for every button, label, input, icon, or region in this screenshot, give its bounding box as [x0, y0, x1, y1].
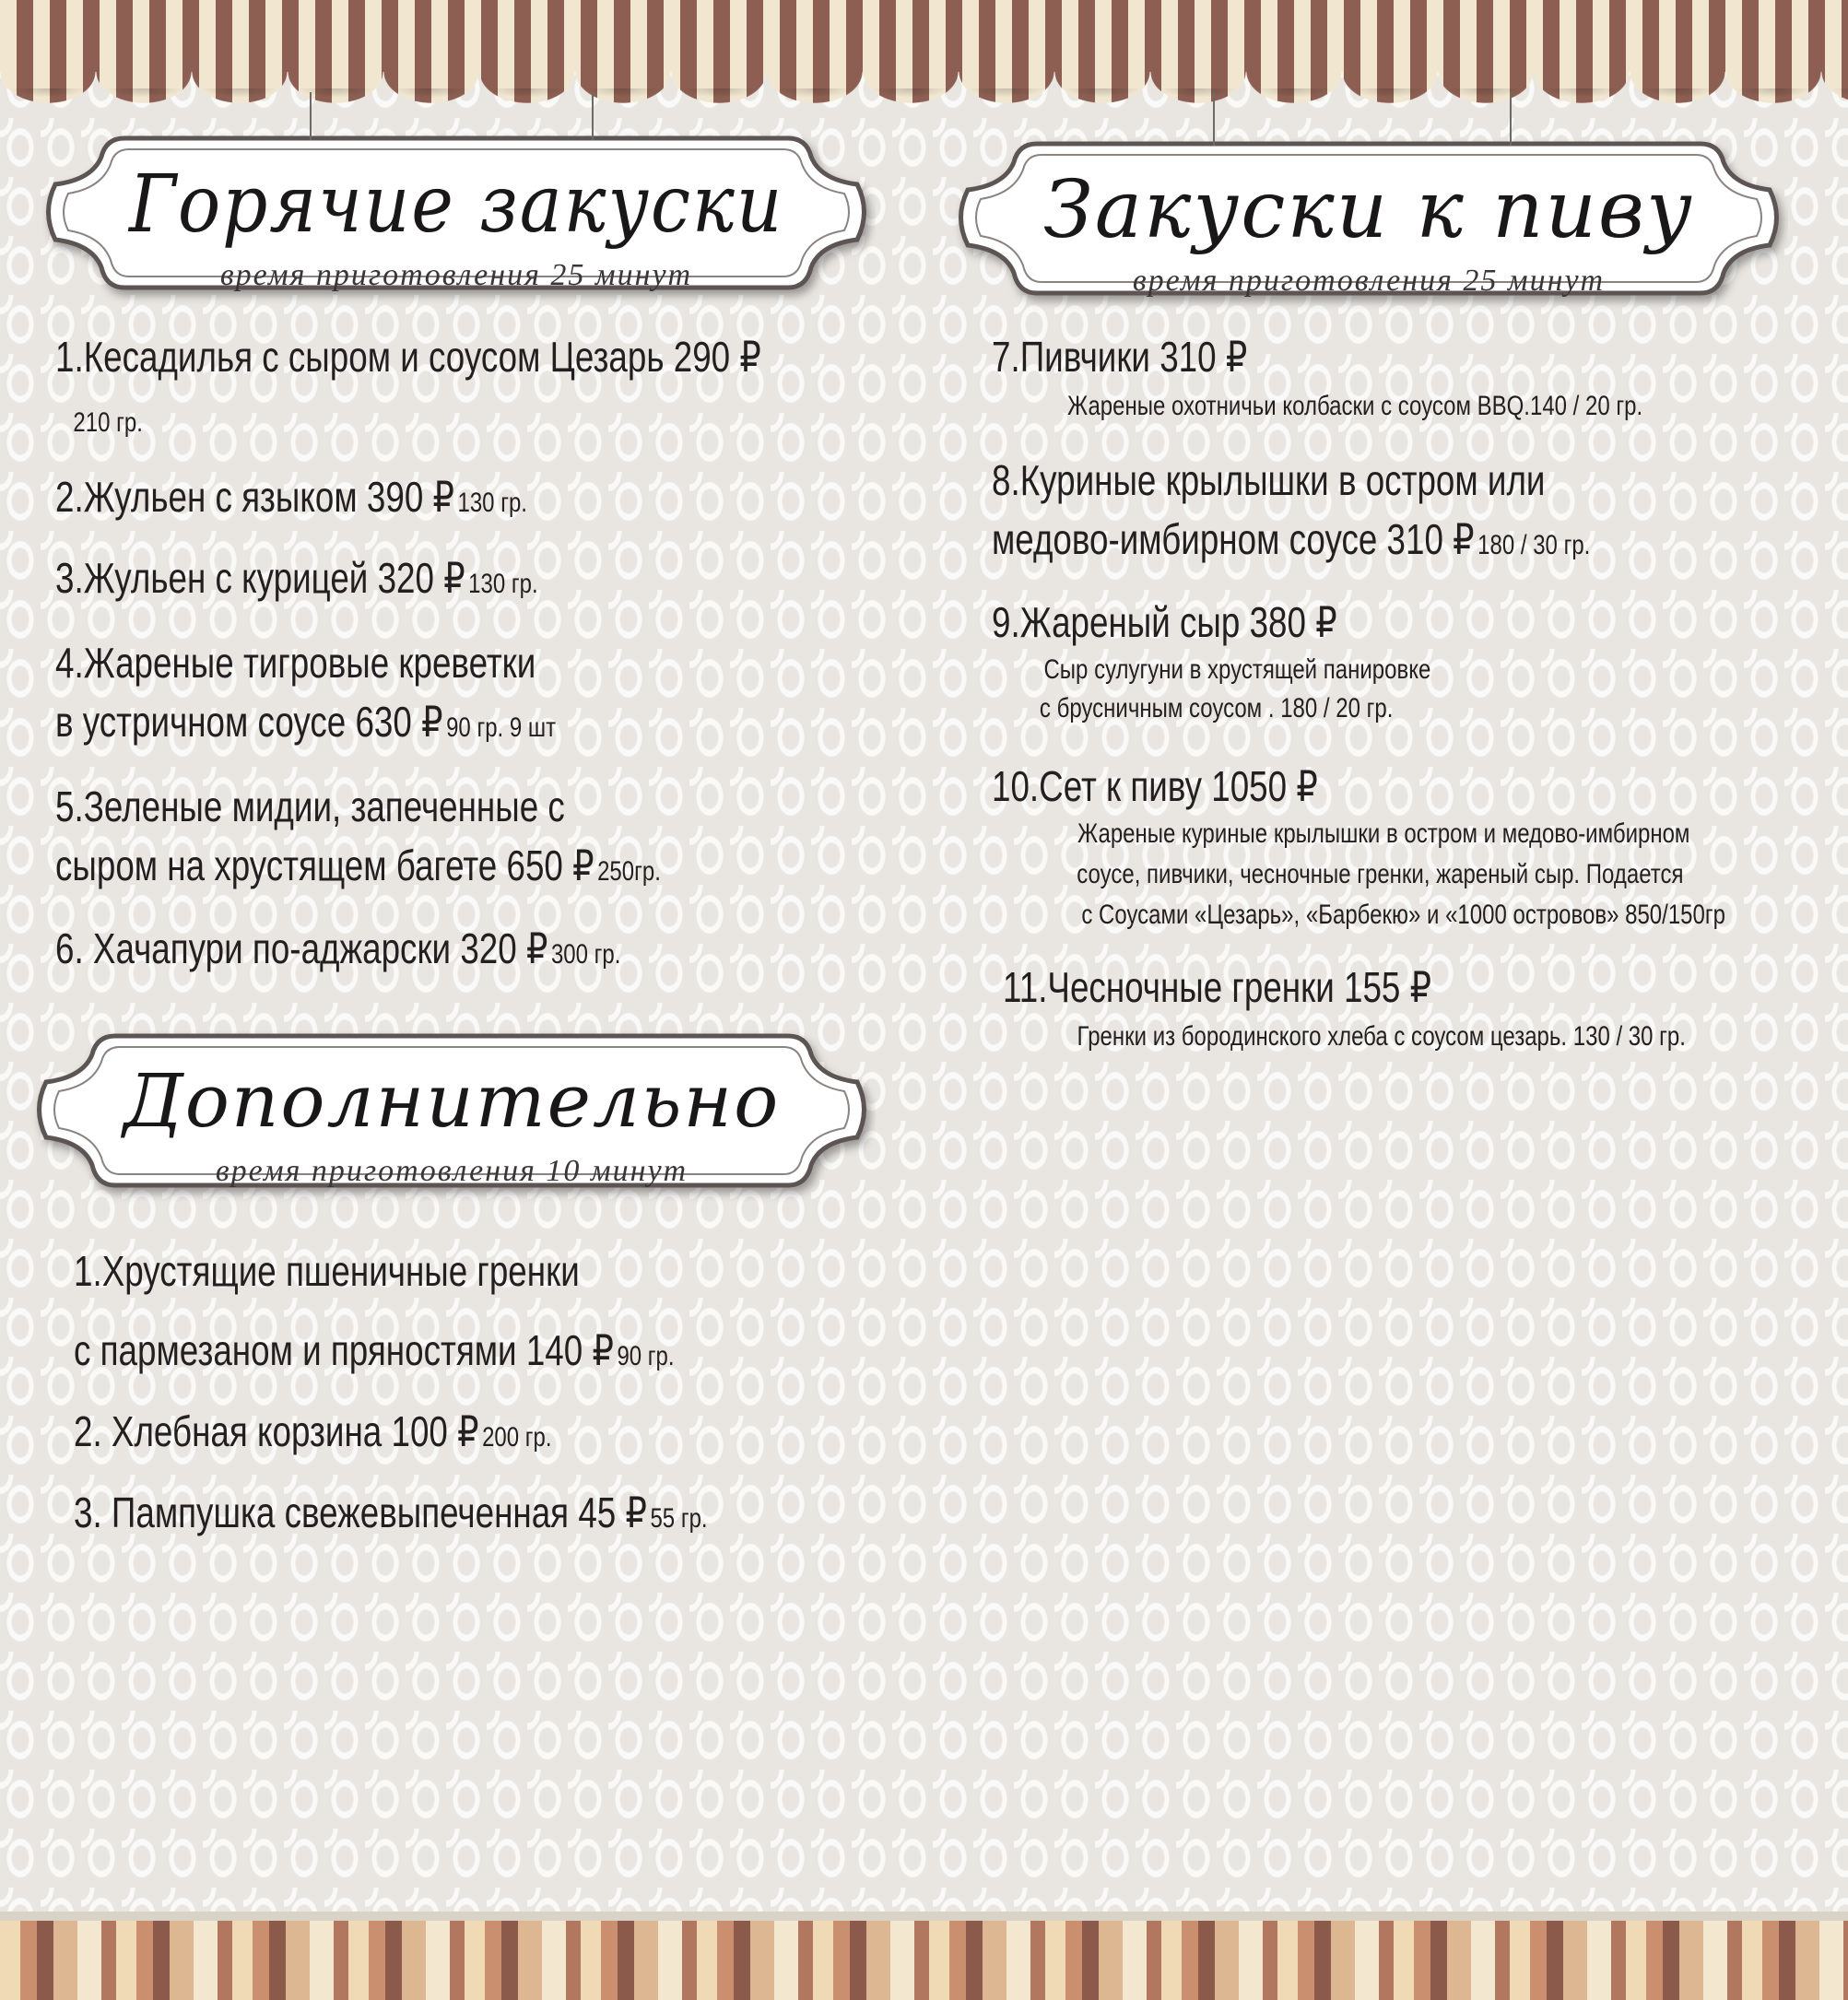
menu-item	[74, 1406, 552, 1456]
item-weight: 200 гр.	[482, 1422, 552, 1453]
hanger-right-2	[1510, 92, 1512, 146]
item-desc: Сыр сулугуни в хрустящей панировке	[1043, 654, 1431, 685]
item-name: в устричном соусе 630 ₽	[55, 698, 443, 746]
item-name: 1.Хрустящие пшеничные гренки	[74, 1247, 580, 1295]
item-name: 5.Зеленые мидии, запеченные с	[55, 782, 565, 830]
menu-item-cont	[55, 697, 556, 747]
menu-item	[55, 553, 538, 603]
item-desc: Гренки из бородинского хлеба с соусом цезарь. 130 / 30 гр.	[1077, 1021, 1686, 1052]
item-name: 1.Кесадилья с сыром и соусом Цезарь 290 ₽	[55, 333, 761, 381]
menu-item	[992, 332, 1247, 382]
item-name: 9.Жареный сыр 380 ₽	[992, 598, 1337, 646]
menu-item	[992, 455, 1545, 505]
sign-title: Закуски к пиву	[1043, 164, 1694, 256]
item-desc: с Соусами «Цезарь», «Барбекю» и «1000 островов» 850/150гр	[1081, 900, 1725, 930]
hanger-left-2	[592, 92, 594, 140]
menu-item	[74, 1325, 675, 1375]
menu-item	[55, 638, 536, 688]
item-name: 2. Хлебная корзина 100 ₽	[74, 1407, 479, 1455]
item-name: 3. Пампушка свежевыпеченная 45 ₽	[74, 1488, 647, 1536]
menu-item	[55, 472, 527, 522]
item-name: 4.Жареные тигровые креветки	[55, 639, 536, 687]
sign-beer	[949, 112, 1788, 317]
sign-title: Горячие закуски	[128, 159, 784, 251]
item-name: сыром на хрустящем багете 650 ₽	[55, 841, 594, 889]
item-weight: 250гр.	[597, 856, 661, 887]
menu-item	[55, 782, 565, 831]
item-name: 8.Куриные крылышки в остром или	[992, 456, 1546, 504]
item-name: 2.Жульен с языком 390 ₽	[55, 473, 454, 521]
item-desc: Жареные охотничьи колбаски с соусом BBQ.140 / 20 гр.	[1067, 391, 1643, 421]
sign-subtitle: время приготовления 25 минут	[219, 258, 693, 292]
menu-item-cont	[55, 841, 661, 890]
item-desc: соусе, пивчики, чесночные гренки, жареный сыр. Подается	[1077, 859, 1684, 889]
menu-item-cont	[992, 514, 1590, 564]
sign-extra	[28, 1005, 876, 1209]
sign-hot	[37, 111, 876, 313]
bottom-stripes	[0, 1912, 1848, 2000]
item-name: 11.Чесночные гренки 155 ₽	[1003, 963, 1432, 1011]
menu-item	[992, 597, 1337, 647]
item-weight: 130 гр.	[457, 488, 527, 518]
sign-title: Дополнительно	[123, 1058, 781, 1144]
item-weight: 130 гр.	[468, 569, 538, 599]
menu-item	[74, 1246, 580, 1296]
item-weight: 210 гр.	[73, 407, 143, 438]
awning-shadow	[0, 88, 1848, 111]
item-weight: 55 гр.	[650, 1503, 708, 1534]
menu-item	[992, 761, 1318, 811]
menu-item	[55, 332, 761, 382]
item-desc: с брусничным соусом . 180 / 20 гр.	[1039, 693, 1394, 724]
item-desc: Жареные куриные крылышки в остром и медово-имбирном	[1077, 818, 1690, 849]
item-name: 10.Сет к пиву 1050 ₽	[992, 762, 1318, 810]
item-name: 3.Жульен с курицей 320 ₽	[55, 554, 465, 602]
item-name: с пармезаном и пряностями 140 ₽	[74, 1326, 614, 1374]
item-weight: 180 / 30 гр.	[1477, 530, 1591, 560]
item-weight: 300 гр.	[550, 939, 621, 970]
menu-item	[55, 924, 620, 973]
item-name: медово-имбирном соусе 310 ₽	[992, 515, 1475, 563]
item-name: 7.Пивчики 310 ₽	[992, 333, 1248, 381]
menu-item	[1003, 962, 1431, 1012]
menu-item	[74, 1488, 708, 1537]
sign-subtitle: время приготовления 25 минут	[1132, 264, 1606, 298]
hanger-left-1	[310, 92, 312, 140]
sign-subtitle: время приготовления 10 минут	[215, 1154, 689, 1188]
item-weight: 90 гр. 9 шт	[446, 712, 557, 743]
hanger-right-1	[1213, 92, 1215, 146]
item-name: 6. Хачапури по-аджарски 320 ₽	[55, 924, 548, 972]
item-weight: 90 гр.	[617, 1341, 675, 1371]
